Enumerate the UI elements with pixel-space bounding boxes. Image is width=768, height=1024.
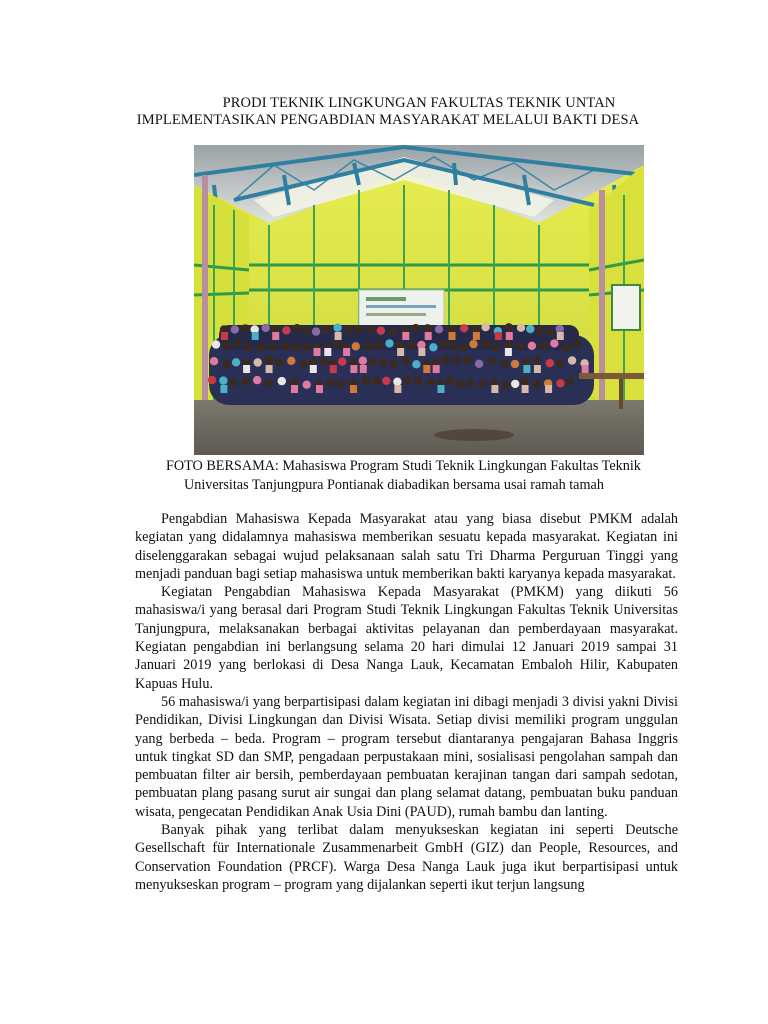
crowd-figure — [412, 360, 420, 368]
photo-caption — [166, 457, 686, 495]
crowd-figure — [540, 341, 548, 349]
crowd-figure — [505, 323, 513, 331]
crowd-figure — [460, 344, 468, 352]
crowd-figure — [455, 380, 463, 388]
crowd-figure — [546, 359, 554, 367]
crowd-figure — [319, 357, 327, 365]
crowd-figure — [222, 342, 230, 350]
crowd-figure-clothing — [314, 348, 321, 356]
crowd-figure — [354, 325, 362, 333]
crowd-figure — [228, 379, 236, 387]
crowd-figure — [520, 377, 528, 385]
crowd-figure — [528, 342, 536, 350]
crowd-figure — [269, 343, 277, 351]
crowd-figure — [210, 357, 218, 365]
crowd-figure — [389, 328, 397, 336]
crowd-figure — [535, 327, 543, 335]
crowd-figure — [290, 378, 298, 386]
paragraph-2: Kegiatan Pengabdian Mahasiswa Kepada Masyarakat (PMKM) yang diikuti 56 mahasiswa/i yang berasal dari Program Studi Teknik Lingkungan Fakultas Teknik Universitas Tanjungpura, melaksanakan berbagai aktivitas pelayanan dan pemberdayaan masyarakat. Kegiatan pengabdian ini berlangsung selama 20 hari dimulai 12 Januari 2019 sampai 31 Januari 2019 yang berlokasi di Desa Nanga Lauk, Kecamatan Embaloh Hilir, Kabupaten Kapuas Hulu. — [135, 584, 678, 692]
crowd-figure-clothing — [221, 332, 228, 340]
crowd-figure — [475, 360, 483, 368]
crowd-figure — [385, 339, 393, 347]
crowd-figure — [427, 378, 435, 386]
crowd-figure — [463, 356, 471, 364]
crowd-figure — [322, 326, 330, 334]
crowd-figure — [517, 324, 525, 332]
caption-line-2: Universitas Tanjungpura Pontianak diabadikan bersama usai ramah tamah — [184, 477, 604, 493]
crowd-figure — [208, 376, 216, 384]
crowd-figure — [367, 325, 375, 333]
crowd-figure — [533, 380, 541, 388]
crowd-figure-clothing — [316, 385, 323, 393]
crowd-figure — [481, 323, 489, 331]
crowd-figure — [257, 343, 265, 351]
crowd-figure-clothing — [272, 332, 279, 340]
crowd-figure — [333, 324, 341, 332]
crowd-figure — [368, 358, 376, 366]
crowd-figure — [417, 341, 425, 349]
crowd-figure — [504, 340, 512, 348]
crowd-figure — [389, 360, 397, 368]
crowd-figure — [412, 324, 420, 332]
crowd-figure-clothing — [350, 365, 357, 373]
paragraph-1: Pengabdian Mahasiswa Kepada Masyarakat atau yang biasa disebut PMKM adalah kegiatan yang didalamnya mahasiswa memberikan sesuatu kepada masyarakat. Kegiatan ini diselenggarakan sebagai wujud pelaksanaan salah satu Tri Dharma Perguruan Tinggi yang menjadi panduan bagi setiap mahasiswa untuk memberikan bakti karyanya kepada masyarakat. — [135, 511, 678, 582]
crowd-figure — [278, 377, 286, 385]
crowd-figure-clothing — [557, 332, 564, 340]
crowd-figure — [442, 356, 450, 364]
title-line-1: PRODI TEKNIK LINGKUNGAN FAKULTAS TEKNIK UNTAN — [222, 95, 616, 111]
crowd-figure — [379, 358, 387, 366]
crowd-figure — [282, 342, 290, 350]
crowd-figure-clothing — [291, 385, 298, 393]
article-title — [0, 95, 768, 129]
crowd-figure-clothing — [397, 348, 404, 356]
crowd-figure — [556, 325, 564, 333]
article-body — [135, 510, 678, 894]
crowd-figure-clothing — [243, 365, 250, 373]
crowd-figure — [377, 327, 385, 335]
crowd-figure — [517, 342, 525, 350]
crowd-figure — [446, 376, 454, 384]
crowd-figure — [219, 376, 227, 384]
crowd-figure — [546, 328, 554, 336]
crowd-figure-clothing — [449, 332, 456, 340]
crowd-figure-clothing — [266, 365, 273, 373]
crowd-figure — [450, 342, 458, 350]
crowd-figure — [291, 344, 299, 352]
crowd-figure — [253, 376, 261, 384]
crowd-figure — [265, 379, 273, 387]
crowd-figure — [466, 379, 474, 387]
crowd-figure — [303, 381, 311, 389]
crowd-figure-clothing — [505, 348, 512, 356]
crowd-figure-clothing — [343, 348, 350, 356]
crowd-figure — [382, 377, 390, 385]
crowd-figure — [337, 380, 345, 388]
crowd-figure-clothing — [402, 332, 409, 340]
crowd-figure — [223, 360, 231, 368]
crowd-figure — [300, 360, 308, 368]
crowd-figure — [352, 342, 360, 350]
crowd-figure — [333, 340, 341, 348]
crowd-figure-clothing — [423, 365, 430, 373]
crowd-figure — [488, 357, 496, 365]
crowd-figure — [573, 339, 581, 347]
crowd-figure — [562, 343, 570, 351]
crowd-figure-clothing — [335, 332, 342, 340]
crowd-figure-clothing — [252, 332, 259, 340]
crowd-figure — [478, 379, 486, 387]
crowd-figure — [492, 343, 500, 351]
crowd-figure — [460, 324, 468, 332]
crowd-figure-clothing — [310, 365, 317, 373]
crowd-figure — [440, 340, 448, 348]
crowd-figure-clothing — [433, 365, 440, 373]
crowd-figure — [566, 377, 574, 385]
crowd-figure-clothing — [523, 365, 530, 373]
crowd-figure — [401, 357, 409, 365]
group-photo — [194, 145, 644, 455]
crowd-figure — [303, 327, 311, 335]
crowd-figure-clothing — [491, 385, 498, 393]
crowd-figure — [244, 343, 252, 351]
crowd-figure-clothing — [418, 348, 425, 356]
crowd-figure — [550, 339, 558, 347]
crowd-figure-clothing — [330, 365, 337, 373]
crowd-figure — [362, 376, 370, 384]
crowd-figure — [429, 343, 437, 351]
crowd-figure-clothing — [545, 385, 552, 393]
crowd-figure — [414, 376, 422, 384]
crowd-figure — [231, 325, 239, 333]
crowd-figure-clothing — [425, 332, 432, 340]
crowd-figure — [241, 377, 249, 385]
crowd-figure — [522, 358, 530, 366]
crowd-figure — [275, 358, 283, 366]
crowd-figure-clothing — [324, 348, 331, 356]
crowd-figure — [482, 340, 490, 348]
crowd-figure — [408, 341, 416, 349]
crowd-figure — [312, 327, 320, 335]
crowd-figure — [212, 340, 220, 348]
crowd-figure — [309, 357, 317, 365]
group-photo-image — [194, 145, 644, 455]
crowd-figure — [282, 326, 290, 334]
crowd-figure-clothing — [360, 365, 367, 373]
crowd-figure — [511, 360, 519, 368]
crowd-figure — [344, 326, 352, 334]
crowd-figure — [254, 358, 262, 366]
crowd-figure-clothing — [582, 365, 589, 373]
crowd-figure — [568, 356, 576, 364]
crowd-figure — [232, 358, 240, 366]
crowd-figure-clothing — [473, 332, 480, 340]
crowd-figure-clothing — [394, 385, 401, 393]
crowd-figure-clothing — [220, 385, 227, 393]
caption-line-1: FOTO BERSAMA: Mahasiswa Program Studi Teknik Lingkungan Fakultas Teknik — [166, 458, 641, 474]
crowd-figure — [424, 324, 432, 332]
crowd-figure-clothing — [350, 385, 357, 393]
crowd-figure — [262, 324, 270, 332]
crowd-figure — [372, 377, 380, 385]
crowd-figure — [526, 325, 534, 333]
crowd-figure — [556, 359, 564, 367]
crowd-figure — [511, 380, 519, 388]
crowd-figure — [233, 339, 241, 347]
crowd-figure — [338, 357, 346, 365]
title-line-2: IMPLEMENTASIKAN PENGABDIAN MASYARAKAT MELALUI BAKTI DESA — [136, 112, 640, 128]
crowd-figure — [435, 325, 443, 333]
crowd-figure — [452, 356, 460, 364]
crowd-figure — [327, 379, 335, 387]
crowd-figure — [556, 379, 564, 387]
crowd-figure — [393, 378, 401, 386]
crowd-figure — [241, 324, 249, 332]
crowd-figure — [293, 324, 301, 332]
crowd-figure — [374, 341, 382, 349]
crowd-figure — [469, 340, 477, 348]
crowd-figure-clothing — [534, 365, 541, 373]
crowd-figure — [500, 359, 508, 367]
crowd-figure — [287, 357, 295, 365]
crowd-figure — [302, 343, 310, 351]
crowd-figure-clothing — [522, 385, 529, 393]
crowd-figure — [264, 356, 272, 364]
crowd-figure — [359, 357, 367, 365]
crowd-figure — [403, 376, 411, 384]
crowd-figure-clothing — [438, 385, 445, 393]
crowd-figure-clothing — [506, 332, 513, 340]
paragraph-4: Banyak pihak yang terlibat dalam menyukseskan kegiatan ini seperti Deutsche Gesellschaft für Internationale Zusammenarbeit GmbH (GIZ) dan People, Resources, and Conservation Foundation (PRCF). Warga Desa Nanga Lauk juga ikut berpartisipasi untuk menyukseskan program – program yang dijalankan seperti ikut terjun langsung — [135, 822, 678, 893]
crowd-figure — [502, 381, 510, 389]
crowd-figure — [533, 356, 541, 364]
crowd-figure — [364, 342, 372, 350]
crowd-figure-clothing — [495, 332, 502, 340]
paragraph-3: 56 mahasiswa/i yang berpartisipasi dalam kegiatan ini dibagi menjadi 3 divisi yakni Divisi Pendidikan, Divisi Lingkungan dan Divisi Wisata. Setiap divisi memiliki program unggulan yang berbeda – beda. Program – program tersebut diantaranya pengajaran Bahasa Inggris untuk tingkat SD dan SMP, pengadaan perpustakaan mini, sosialisasi pengolahan sampah dan pembuatan filter air bersih, pemberdayaan pembuatan kerajinan tangan dari sampah sedotan, pembuatan plang pasang surut air sungai dan plang selamat datang, pembuatan buku panduan wisata, pengecatan Pendidikan Anak Usia Dini (PAUD), rumah bambu dan lanting. — [135, 693, 678, 820]
